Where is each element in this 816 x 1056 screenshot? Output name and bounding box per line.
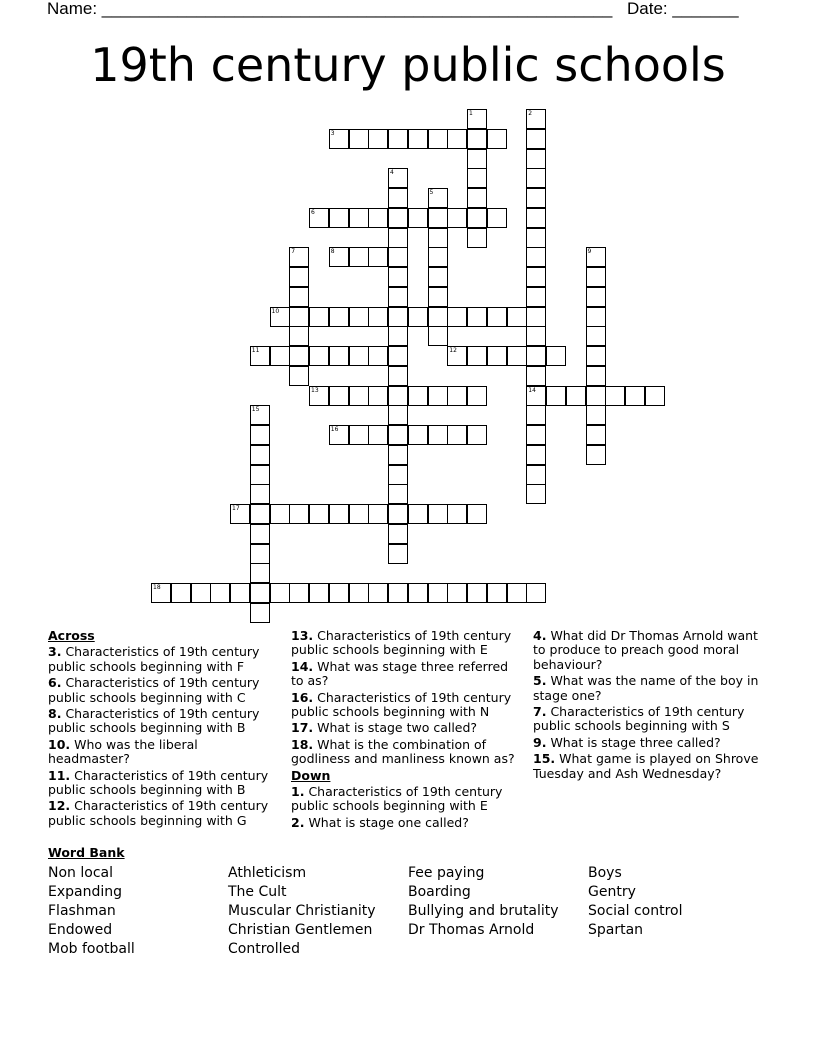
crossword-cell[interactable] [368,247,388,267]
name-field-label: Name: ______________________________________________________ [47,0,613,18]
word-bank-item: Dr Thomas Arnold [408,922,535,938]
crossword-cell[interactable] [447,504,467,524]
word-bank-item: Boarding [408,884,471,900]
crossword-cell[interactable] [586,366,606,386]
crossword-cell[interactable] [467,188,487,208]
crossword-cell[interactable] [428,267,448,287]
crossword-cell[interactable] [388,445,408,465]
word-bank-item: Spartan [588,922,644,938]
crossword-cell[interactable] [309,386,329,406]
crossword-cell[interactable] [408,307,428,327]
crossword-cell[interactable] [388,524,408,544]
clue-down-15: 15. What game is played on Shrove Tuesday and Ash Wednesday? [533,751,759,781]
crossword-cell[interactable] [309,583,329,603]
crossword-cell[interactable] [428,504,448,524]
crossword-cell[interactable] [250,544,270,564]
crossword-cell[interactable] [467,149,487,169]
clue-across-17: 17. What is stage two called? [291,720,478,736]
crossword-cell[interactable] [388,267,408,287]
crossword-cell[interactable] [526,149,546,169]
word-bank-column-3 [408,864,559,940]
crossword-cell[interactable] [586,267,606,287]
crossword-cell[interactable] [289,366,309,386]
word-bank-column-1 [48,864,135,959]
crossword-cell[interactable] [507,307,527,327]
crossword-cell[interactable] [467,208,487,228]
crossword-cell[interactable] [526,287,546,307]
crossword-cell[interactable] [388,208,408,228]
crossword-cell[interactable] [388,484,408,504]
crossword-cell[interactable] [250,405,270,425]
crossword-cell[interactable] [250,603,270,623]
crossword-cell[interactable] [447,208,467,228]
crossword-cell[interactable] [329,129,349,149]
word-bank-item: Controlled [228,941,300,957]
crossword-cell[interactable] [526,267,546,287]
crossword-cell[interactable] [171,583,191,603]
crossword-cell[interactable] [447,346,467,366]
crossword-cell[interactable] [309,346,329,366]
crossword-cell[interactable] [526,228,546,248]
crossword-cell[interactable] [250,504,270,524]
crossword-cell[interactable] [487,307,507,327]
crossword-cell[interactable] [526,188,546,208]
crossword-cell[interactable] [289,247,309,267]
word-bank-item: Endowed [48,922,113,938]
crossword-cell[interactable] [388,465,408,485]
clue-across-14: 14. What was stage three referred to as? [291,658,509,689]
crossword-cell[interactable] [428,208,448,228]
crossword-cell[interactable] [388,346,408,366]
crossword-cell[interactable] [467,386,487,406]
crossword-cell[interactable] [349,129,369,149]
clue-number: 16 [330,426,339,433]
crossword-cell[interactable] [329,346,349,366]
crossword-cell[interactable] [487,346,507,366]
crossword-cell[interactable] [447,386,467,406]
clue-number: 6 [311,208,315,216]
crossword-cell[interactable] [487,129,507,149]
crossword-cell[interactable] [250,583,270,603]
crossword-cell[interactable] [329,307,349,327]
crossword-cell[interactable] [349,208,369,228]
clue-down-1: 1. Characteristics of 19th century public schools beginning with E [291,784,503,814]
crossword-cell[interactable] [447,129,467,149]
crossword-cell[interactable] [309,208,329,228]
clue-down-9: 9. What is stage three called? [533,734,721,750]
clue-number: 17 [232,505,240,512]
crossword-cell[interactable] [467,346,487,366]
crossword-cell[interactable] [388,326,408,346]
word-bank-item: Fee paying [408,865,485,881]
crossword-cell[interactable] [349,247,369,267]
crossword-cell[interactable] [526,326,546,346]
word-bank-item: Boys [588,865,622,881]
clue-number: 8 [330,248,335,256]
crossword-cell[interactable] [487,583,507,603]
crossword-cell[interactable] [309,307,329,327]
crossword-cell[interactable] [526,307,546,327]
crossword-cell[interactable] [408,208,428,228]
crossword-cell[interactable] [270,307,290,327]
crossword-cell[interactable] [349,504,369,524]
crossword-cell[interactable] [329,247,349,267]
clue-number: 14 [528,386,536,394]
crossword-cell[interactable] [586,425,606,445]
clue-number: 18 [153,584,161,591]
crossword-cell[interactable] [270,504,290,524]
crossword-cell[interactable] [250,563,270,583]
crossword-cell[interactable] [428,425,448,445]
crossword-cell[interactable] [526,484,546,504]
crossword-cell[interactable] [428,129,448,149]
clue-number: 1 [469,110,473,117]
crossword-cell[interactable] [349,425,369,445]
crossword-cell[interactable] [329,425,349,445]
word-bank-item: Mob football [48,941,135,957]
word-bank-heading: Word Bank [48,845,125,860]
crossword-cell[interactable] [428,307,448,327]
clue-across-16: 16. Characteristics of 19th century public schools beginning with N [291,689,512,720]
crossword-cell[interactable] [289,583,309,603]
crossword-cell[interactable] [408,425,428,445]
word-bank-column-4 [588,864,683,940]
crossword-cell[interactable] [191,583,211,603]
crossword-cell[interactable] [388,307,408,327]
crossword-cell[interactable] [388,425,408,445]
clue-across-12: 12. Characteristics of 19th century public schools beginning with G [48,798,269,828]
crossword-cell[interactable] [388,129,408,149]
word-bank-item: Athleticism [228,865,307,881]
word-bank-item: Flashman [48,903,116,919]
crossword-cell[interactable] [586,287,606,307]
crossword-cell[interactable] [526,208,546,228]
crossword-cell[interactable] [289,504,309,524]
crossword-cell[interactable] [368,583,388,603]
crossword-cell[interactable] [388,386,408,406]
crossword-cell[interactable] [388,504,408,524]
clue-number: 11 [251,347,260,354]
down-heading: Down [291,767,331,783]
clue-number: 9 [587,248,592,256]
clue-number: 15 [251,406,260,414]
crossword-cell[interactable] [526,168,546,188]
crossword-cell[interactable] [368,208,388,228]
clue-across-8: 8. Characteristics of 19th century public schools beginning with B [48,706,260,736]
clues-column-2 [291,629,523,832]
crossword-cell[interactable] [526,445,546,465]
crossword-cell[interactable] [388,544,408,564]
clue-number: 13 [311,386,319,394]
word-bank-item: Expanding [48,884,123,900]
word-bank-item: Gentry [588,884,636,900]
crossword-cell[interactable] [368,307,388,327]
crossword-cell[interactable] [526,425,546,445]
clue-number: 5 [429,189,434,196]
clue-across-10: 10. Who was the liberal headmaster? [48,736,198,767]
crossword-cell[interactable] [388,405,408,425]
crossword-cell[interactable] [467,129,487,149]
crossword-cell[interactable] [270,346,290,366]
crossword-cell[interactable] [526,346,546,366]
crossword-cell[interactable] [388,583,408,603]
date-field-label: Date: _______ [627,0,739,18]
crossword-cell[interactable] [368,425,388,445]
clue-number: 3 [330,129,335,137]
crossword-cell[interactable] [526,366,546,386]
crossword-cell[interactable] [625,386,645,406]
crossword-cell[interactable] [388,247,408,267]
crossword-cell[interactable] [586,326,606,346]
crossword-cell[interactable] [428,188,448,208]
crossword-cell[interactable] [230,583,250,603]
crossword-cell[interactable] [428,583,448,603]
crossword-cell[interactable] [467,504,487,524]
crossword-cell[interactable] [388,366,408,386]
crossword-cell[interactable] [526,386,546,406]
crossword-cell[interactable] [467,109,487,129]
clue-down-7: 7. Characteristics of 19th century public schools beginning with S [533,704,745,734]
crossword-cell[interactable] [388,168,408,188]
crossword-cell[interactable] [428,287,448,307]
crossword-cell[interactable] [349,583,369,603]
crossword-cell[interactable] [250,346,270,366]
clue-number: 12 [449,347,457,354]
crossword-cell[interactable] [289,307,309,327]
crossword-cell[interactable] [428,247,448,267]
crossword-cell[interactable] [487,208,507,228]
crossword-cell[interactable] [329,386,349,406]
across-heading: Across [48,628,95,643]
crossword-cell[interactable] [526,405,546,425]
crossword-cell[interactable] [467,307,487,327]
crossword-cell[interactable] [289,287,309,307]
crossword-cell[interactable] [526,465,546,485]
clue-number: 7 [291,248,296,256]
crossword-cell[interactable] [368,129,388,149]
crossword-cell[interactable] [586,386,606,406]
crossword-cell[interactable] [428,228,448,248]
word-bank-item: The Cult [228,884,287,900]
crossword-cell[interactable] [546,346,566,366]
crossword-cell[interactable] [566,386,586,406]
crossword-cell[interactable] [645,386,665,406]
crossword-cell[interactable] [388,287,408,307]
crossword-cell[interactable] [250,445,270,465]
crossword-cell[interactable] [289,267,309,287]
crossword-cell[interactable] [467,168,487,188]
crossword-cell[interactable] [467,583,487,603]
crossword-cell[interactable] [368,504,388,524]
crossword-cell[interactable] [526,583,546,603]
crossword-cell[interactable] [250,425,270,445]
crossword-cell[interactable] [408,504,428,524]
crossword-cell[interactable] [349,386,369,406]
crossword-cell[interactable] [586,405,606,425]
clue-down-2: 2. What is stage one called? [291,814,469,830]
crossword-cell[interactable] [250,465,270,485]
word-bank-item: Social control [588,903,683,919]
crossword-cell[interactable] [408,129,428,149]
crossword-cell[interactable] [388,188,408,208]
clue-across-11: 11. Characteristics of 19th century public schools beginning with B [48,767,269,798]
crossword-cell[interactable] [289,346,309,366]
crossword-cell[interactable] [447,307,467,327]
crossword-cell[interactable] [428,326,448,346]
crossword-cell[interactable] [447,583,467,603]
crossword-cell[interactable] [428,386,448,406]
clue-number: 2 [528,110,533,117]
crossword-cell[interactable] [329,504,349,524]
clue-down-4: 4. What did Dr Thomas Arnold want to produce to preach good moral behaviour? [533,628,758,672]
crossword-cell[interactable] [526,247,546,267]
crossword-cell[interactable] [467,425,487,445]
crossword-cell[interactable] [289,326,309,346]
crossword-cell[interactable] [270,583,290,603]
crossword-cell[interactable] [586,307,606,327]
crossword-cell[interactable] [349,346,369,366]
clue-number: 10 [271,307,280,315]
word-bank-item: Non local [48,865,113,881]
clue-down-5: 5. What was the name of the boy in stage one? [533,673,759,703]
word-bank-item: Muscular Christianity [228,903,376,919]
crossword-cell[interactable] [329,583,349,603]
word-bank-item: Bullying and brutality [408,903,559,919]
word-bank-item: Christian Gentlemen [228,922,373,938]
crossword-cell[interactable] [605,386,625,406]
clue-across-3: 3. Characteristics of 19th century public schools beginning with F [48,644,260,674]
crossword-cell[interactable] [447,425,467,445]
crossword-cell[interactable] [586,445,606,465]
page-title: 19th century public schools [90,38,726,92]
clue-number: 4 [390,169,394,177]
crossword-cell[interactable] [526,129,546,149]
clue-across-18: 18. What is the combination of godliness and manliness known as? [291,736,515,767]
crossword-cell[interactable] [546,386,566,406]
crossword-cell[interactable] [368,346,388,366]
crossword-cell[interactable] [250,524,270,544]
clue-across-13: 13. Characteristics of 19th century public schools beginning with E [291,628,512,658]
clues-column-3 [533,629,765,783]
crossword-cell[interactable] [210,583,230,603]
crossword-cell[interactable] [329,208,349,228]
crossword-cell[interactable] [388,228,408,248]
crossword-cell[interactable] [507,583,527,603]
clues-column-1 [48,629,280,830]
crossword-cell[interactable] [368,386,388,406]
crossword-cell[interactable] [526,109,546,129]
crossword-cell[interactable] [507,346,527,366]
crossword-cell[interactable] [349,307,369,327]
crossword-cell[interactable] [230,504,250,524]
word-bank-column-2 [228,864,376,959]
crossword-cell[interactable] [586,247,606,267]
crossword-cell[interactable] [151,583,171,603]
crossword-cell[interactable] [250,484,270,504]
crossword-cell[interactable] [586,346,606,366]
crossword-cell[interactable] [309,504,329,524]
crossword-cell[interactable] [408,386,428,406]
crossword-cell[interactable] [408,583,428,603]
clue-across-6: 6. Characteristics of 19th century public schools beginning with C [48,675,260,705]
crossword-cell[interactable] [467,228,487,248]
